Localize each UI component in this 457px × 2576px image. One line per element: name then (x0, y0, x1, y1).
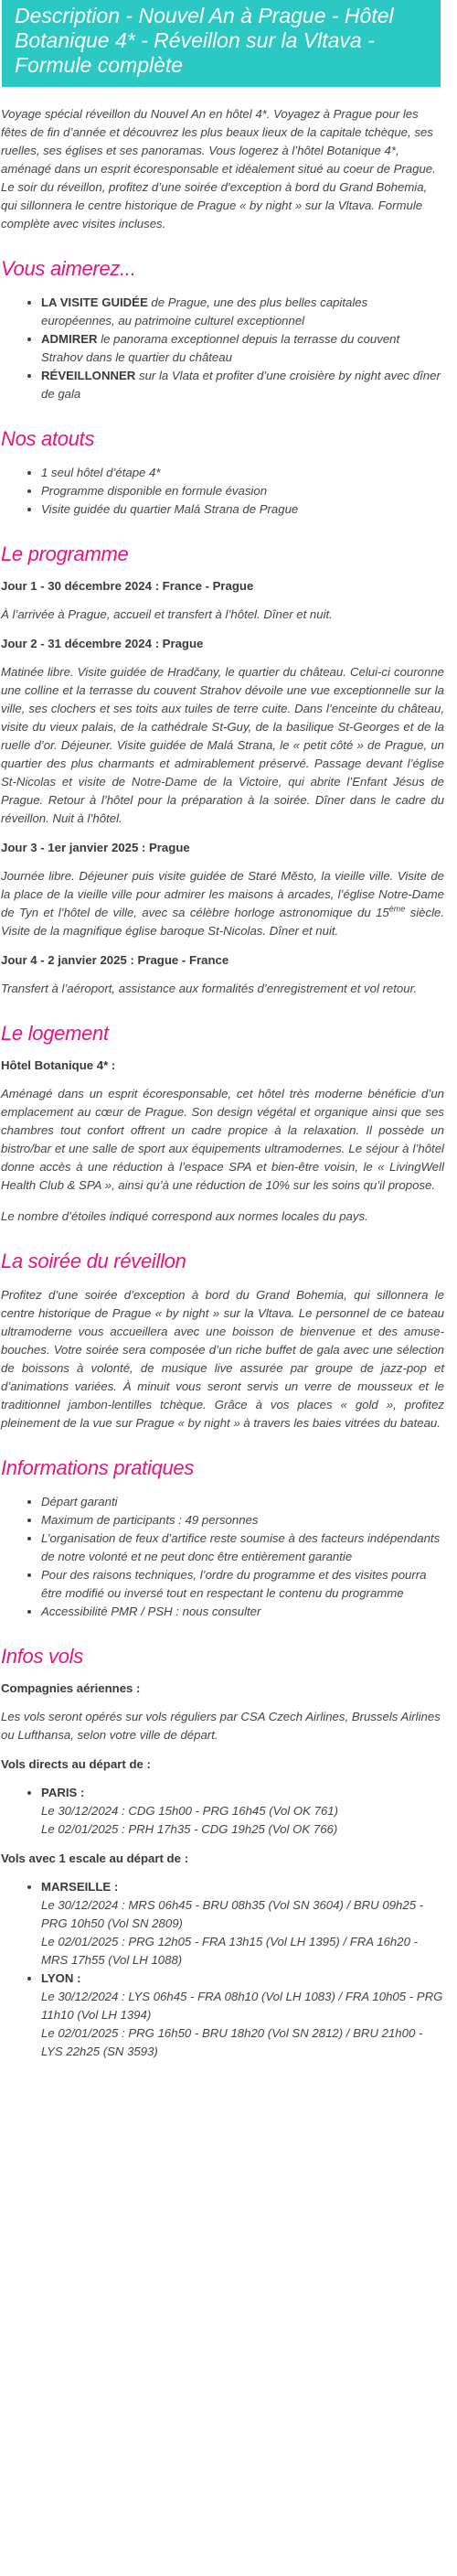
day-text-part: siècle. Visite de la magnifique église baroque St-Nicolas. Dîner et nuit. (1, 906, 445, 938)
list-item-text: de Prague, une des plus belles capitales européennes, au patrimoine culturel exceptionnel (41, 295, 368, 327)
list-item: • Visite guidée du quartier Malá Strana de Prague (41, 500, 444, 519)
flight-city: LYON : (41, 1971, 81, 1985)
direct-flights-label: Vols directs au départ de : (1, 1757, 151, 1771)
companies-text: Les vols seront opérés sur vols réguliers par CSA Czech Airlines, Brussels Airlines ou Lufthansa, selon votre ville de départ. (1, 1710, 441, 1742)
section-heading-programme: Le programme (1, 542, 129, 565)
day-title: Jour 3 - 1er janvier 2025 : Prague (1, 841, 190, 854)
flight-line: Le 30/12/2024 : CDG 15h00 - PRG 16h45 (Vol OK 761) (41, 1804, 338, 1818)
flight-line: Le 02/01/2025 : PRG 16h50 - BRU 18h20 (Vol SN 2812) / BRU 21h00 - LYS 22h25 (SN 3593) (41, 2026, 423, 2058)
day-title: Jour 1 - 30 décembre 2024 : France - Prague (1, 579, 254, 593)
aimerez-list (1, 294, 444, 403)
intro-paragraph: Voyage spécial réveillon du Nouvel An en hôtel 4*. Voyagez à Prague pour les fêtes de fin d’année et découvrez les plus beaux lieux de la capitale tchèque, ses ruelles, ses églises et ses panoramas. Vous logerez à l’hôtel Botanique 4*, aménagé dans un esprit écoresponsable et idéalement situé au coeur de Prague. Le soir du réveillon, profitez d’une soirée d’exception à bord du Grand Bohemia, qui sillonnera le centre historique de Prague « by night » sur la Vltava. Formule complète avec visites incluses. (1, 107, 436, 231)
day-text-part: Journée libre. Déjeuner puis visite guidée de Staré Město, la vieille ville. Visite de la place de la vieille ville pour admirer les maisons à arcades, l’église Notre-Dame de Tyn et l’hôtel de ville, avec sa célèbre horloge astronomique du 15 (1, 869, 444, 919)
section-heading-infos-pratiques: Informations pratiques (1, 1456, 195, 1479)
list-item: • Programme disponible en formule évasion (41, 482, 444, 500)
list-item (41, 367, 444, 403)
list-item: • Accessibilité PMR / PSH : nous consulter (41, 1603, 444, 1621)
list-item-bold: ADMIRER (41, 332, 98, 346)
stop-flights-label: Vols avec 1 escale au départ de : (1, 1852, 188, 1865)
section-heading-logement: Le logement (1, 1022, 109, 1045)
flight-city: PARIS : (41, 1786, 85, 1799)
hotel-note: Le nombre d’étoiles indiqué correspond aux normes locales du pays. (1, 1209, 368, 1223)
hotel-name: Hôtel Botanique 4* : (1, 1058, 116, 1072)
list-item-bold: RÉVEILLONNER (41, 369, 136, 382)
section-heading-atouts: Nos atouts (1, 427, 95, 450)
section-heading-infos-vols: Infos vols (1, 1645, 83, 1668)
list-item (41, 330, 444, 367)
content (0, 105, 444, 2061)
page-title: Description - Nouvel An à Prague - Hôtel Botanique 4* - Réveillon sur la Vltava - Formule complète (15, 4, 394, 77)
flight-line: Le 30/12/2024 : LYS 06h45 - FRA 08h10 (Vol LH 1083) / FRA 10h05 - PRG 11h10 (Vol LH 1394) (41, 1990, 443, 2022)
list-item: • Maximum de participants : 49 personnes (41, 1511, 444, 1530)
direct-flights-list (1, 1784, 444, 1839)
day-text: Matinée libre. Visite guidée de Hradčany, le quartier du château. Celui-ci couronne une colline et la terrasse du couvent Strahov dévoile une vue exceptionnelle sur la ville, ses clochers et ses toits aux tuiles de terre cuite. Dans l’enceinte du château, visite du vieux palais, de la cathédrale St-Guy, de la basilique St-Georges et de la ruelle d’or. Déjeuner. Visite guidée de Malá Strana, le « petit côté » de Prague, un quartier des plus charmants et admirablement préservé. Passage devant l’église St-Nicolas et visite de Notre-Dame de la Victoire, qui abrite l’Enfant Jésus de Prague. Retour à l’hôtel pour la préparation à la soirée. Dîner dans le cadre du réveillon. Nuit à l’hôtel. (1, 665, 444, 825)
soiree-text: Profitez d’une soirée d’exception à bord du Grand Bohemia, qui sillonnera le centre historique de Prague « by night » sur la Vltava. Le personnel de ce bateau ultramoderne vous accueillera avec une boisson de bienvenue et des amuse-bouches. Votre soirée sera composée d’un riche buffet de gala avec une sélection de boissons à volonté, de musique live assurée par groupe de jazz-pop et d’animations variées. À minuit vous seront servis un verre de mousseux et le traditionnel jambon-lentilles tchèque. Grâce à vos places « gold », profitez pleinement de la vue sur Prague « by night » à travers les baies vitrées du bateau. (1, 1288, 444, 1430)
flight-city-item (41, 1970, 444, 2061)
day-title: Jour 4 - 2 janvier 2025 : Prague - France (1, 953, 229, 967)
flight-city-item (41, 1784, 444, 1839)
list-item: • Départ garanti (41, 1493, 444, 1511)
superscript: ème (388, 904, 406, 914)
stop-flights-list (1, 1878, 444, 2061)
list-item-text: sur la Vlata et profiter d’une croisière by night avec dîner de gala (41, 369, 441, 401)
flight-city-item (41, 1878, 444, 1970)
companies-label: Compagnies aériennes : (1, 1681, 141, 1695)
list-item-bold: LA VISITE GUIDÉE (41, 295, 148, 309)
title-banner (2, 0, 441, 87)
atouts-list (1, 464, 444, 519)
hotel-description: Aménagé dans un esprit écoresponsable, cet hôtel très moderne bénéficie d’un emplacement au cœur de Prague. Son design végétal et organique ainsi que ses chambres tout confort offrent un cadre propice à la relaxation. Il possède un bistro/bar et une salle de sport aux équipements ultramodernes. Le séjour à l’hôtel donne accès à une réduction à l’espace SPA et bien-être voisin, le « LivingWell Health Club & SPA », ainsi qu’à une réduction de 10% sur les soins qu’il propose. (1, 1087, 444, 1192)
list-item (41, 294, 444, 330)
flight-line: Le 30/12/2024 : MRS 06h45 - BRU 08h35 (Vol SN 3604) / BRU 09h25 - PRG 10h50 (Vol SN 2809) (41, 1898, 424, 1930)
section-heading-soiree: La soirée du réveillon (1, 1250, 186, 1272)
day-text: Transfert à l’aéroport, assistance aux formalités d’enregistrement et vol retour. (1, 982, 418, 995)
flight-line: Le 02/01/2025 : PRH 17h35 - CDG 19h25 (Vol OK 766) (41, 1822, 338, 1836)
day-text (1, 867, 444, 940)
section-heading-aimerez: Vous aimerez... (1, 257, 136, 280)
infos-pratiques-list (1, 1493, 444, 1621)
list-item-text: le panorama exceptionnel depuis la terrasse du couvent Strahov dans le quartier du château (41, 332, 400, 364)
day-title: Jour 2 - 31 décembre 2024 : Prague (1, 637, 204, 650)
flight-line: Le 02/01/2025 : PRG 12h05 - FRA 13h15 (Vol LH 1395) / FRA 16h20 - MRS 17h55 (Vol LH 1088) (41, 1935, 418, 1967)
list-item: • Pour des raisons techniques, l’ordre du programme et des visites pourra être modifié ou inversé tout en respectant le contenu du programme (41, 1566, 444, 1603)
list-item: • 1 seul hôtel d’étape 4* (41, 464, 444, 482)
list-item: • L’organisation de feux d’artifice reste soumise à des facteurs indépendants de notre volonté et ne peut donc être entièrement garantie (41, 1530, 444, 1566)
flight-city: MARSEILLE : (41, 1880, 119, 1894)
day-text: À l’arrivée à Prague, accueil et transfert à l’hôtel. Dîner et nuit. (1, 607, 333, 621)
